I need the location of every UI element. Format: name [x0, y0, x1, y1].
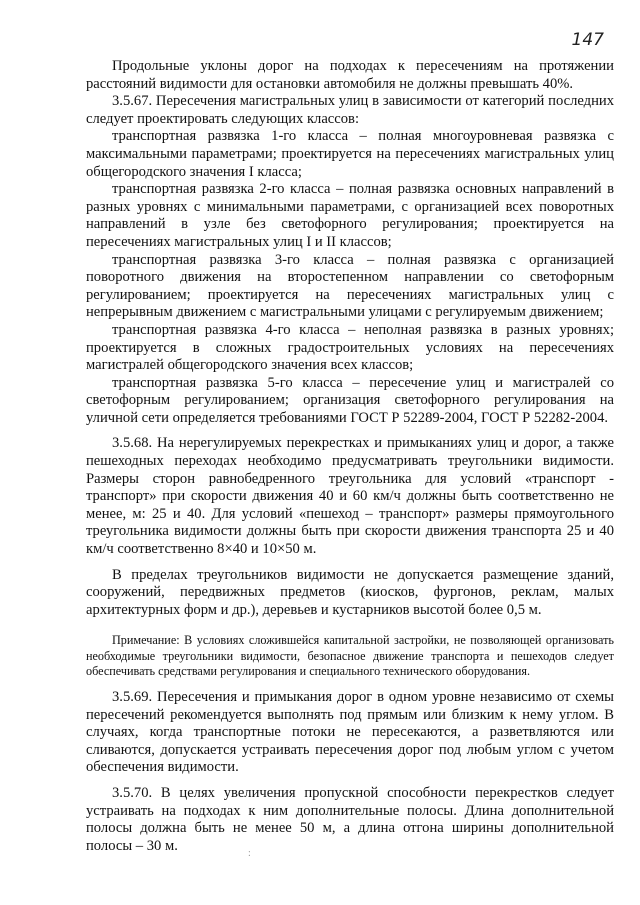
paragraph-class-1: транспортная развязка 1-го класса – полная многоуровневая развязка с максимальными параметрами; проектируется на пересечениях магистральных улиц общегородского значения I класса;	[86, 128, 614, 180]
paragraph-class-2: транспортная развязка 2-го класса – полная развязка основных направлений в разных уровнях с минимальными параметрами, с организацией всех поворотных направлений в узле без светофорного регулирования; проектируется на пересечениях магистральных улиц I и II классов;	[86, 181, 614, 250]
paragraph-3-5-70: 3.5.70. В целях увеличения пропускной способности перекрестков следует устраивать на подходах к ним дополнительные полосы. Длина дополнительной полосы должна быть не менее 50 м, а длина отгона ширины дополнительной полосы – 30 м.	[86, 784, 614, 854]
paragraph-3-5-68: 3.5.68. На нерегулируемых перекрестках и примыканиях улиц и дорог, а также пешеходных переходах необходимо предусматривать треугольники видимости. Размеры сторон равнобедренного треугольника для условий «транспорт - транспорт» при скорости движения 40 и 60 км/ч должны быть соответственно не менее, м: 25 и 40. Для условий «пешеход – транспорт» размеры прямоугольного треугольника видимости должны быть при скорости движения транспорта 25 и 40 км/ч соответственно 8×40 и 10×50 м.	[86, 435, 614, 558]
paragraph-3-5-69: 3.5.69. Пересечения и примыкания дорог в одном уровне независимо от схемы пересечений рекомендуется выполнять под прямым или близким к нему углом. В случаях, когда транспортные потоки не пересекаются, а разветвляются или сливаются, допускается устраивать пересечения дорог под любым углом с учетом обеспечения видимости.	[86, 689, 614, 776]
document-body	[86, 58, 614, 855]
paragraph-class-3: транспортная развязка 3-го класса – полная развязка с организацией поворотного движения на второстепенном направлении со светофорным регулированием; проектируется на пересечениях магистральных улиц с непрерывным движением с магистральными улицами с регулируемым движением;	[86, 251, 614, 321]
note: Примечание: В условиях сложившейся капитальной застройки, не позволяющей организовать необходимые треугольники видимости, безопасное движение транспорта и пешеходов следует обеспечивать средствами регулирования и специального технического оборудования.	[86, 633, 614, 678]
paragraph-3-5-67: 3.5.67. Пересечения магистральных улиц в зависимости от категорий последних следует проектировать следующих классов:	[86, 93, 614, 127]
paragraph-slopes: Продольные уклоны дорог на подходах к пересечениям на протяжении расстояний видимости для остановки автомобиля не должны превышать 40%.	[86, 58, 614, 92]
page-number: 147	[571, 30, 604, 50]
paragraph-visibility: В пределах треугольников видимости не допускается размещение зданий, сооружений, передвижных предметов (киосков, фургонов, реклам, малых архитектурных форм и др.), деревьев и кустарников высотой более 0,5 м.	[86, 566, 614, 618]
paragraph-class-5: транспортная развязка 5-го класса – пересечение улиц и магистралей со светофорным регулированием; организация светофорного регулирования на уличной сети определяется требованиями ГОСТ Р 52289-2004, ГОСТ Р 52282-2004.	[86, 374, 614, 426]
scan-mark: :	[248, 848, 251, 859]
paragraph-class-4: транспортная развязка 4-го класса – неполная развязка в разных уровнях; проектируется в сложных градостроительных условиях на пересечениях магистралей общегородского значения всех классов;	[86, 321, 614, 374]
